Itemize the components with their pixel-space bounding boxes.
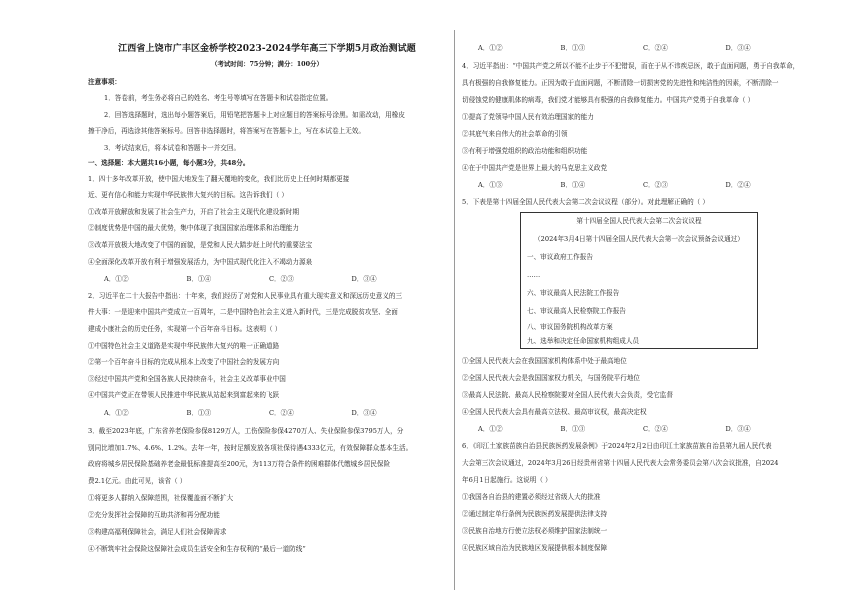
question-1-option: ②制度优势是中国的最大优势，集中体现了我国国家治理体系和治理能力 <box>88 224 299 232</box>
choice-a[interactable]: A．①② <box>104 275 129 283</box>
question-4-option: ①提高了党领导中国人民有效治理国家的能力 <box>462 113 594 121</box>
question-5-stem: 5．下表是第十四届全国人民代表大会第二次会议议程（部分）。对此理解正确的（ ） <box>462 198 709 206</box>
question-3-choices <box>478 44 808 53</box>
choice-d[interactable]: D．③④ <box>725 425 751 433</box>
agenda-subtitle: （2024年3月4日第十四届全国人民代表大会第一次会议预备会议通过） <box>534 235 744 243</box>
agenda-row: 八、审议国务院机构改革方案 <box>527 323 613 331</box>
choice-b[interactable]: B．①③ <box>560 425 586 433</box>
question-1-stem: 近、更有信心和能力实现中华民族伟大复兴的目标。这告诉我们（ ） <box>88 191 288 199</box>
agenda-row: 九、选举和决定任命国家机构组成人员 <box>527 337 640 345</box>
note-item: 擦干净后，再选涂其他答案标号。回答非选择题时，将答案写在答题卡上，写在本试卷上无效。 <box>88 127 365 135</box>
choice-a[interactable]: A．①② <box>478 44 503 52</box>
question-4-option: ④在于中国共产党是世界上最大的马克思主义政党 <box>462 164 608 172</box>
choice-d[interactable]: D．③④ <box>351 275 377 283</box>
notes-heading: 注意事项： <box>88 78 121 86</box>
question-3-stem: 政府将城乡居民保险基础养老金最低标准提高至200元，为113万符合条件的困难群体代缴城乡居民保险 <box>88 460 391 468</box>
note-item: 2．回答选择题时，选出每小题答案后，用铅笔把答题卡上对应题目的答案标号涂黑。如需改动，用橡皮 <box>104 111 405 119</box>
question-1-option: ③改革开放极大地改变了中国的面貌，是党和人民大踏步赶上时代的重要法宝 <box>88 241 313 249</box>
question-2-choices <box>104 409 434 418</box>
question-2-stem: 建成小康社会的历史任务，实现第一个百年奋斗目标。这表明（ ） <box>88 325 282 333</box>
question-3-option: ③构建高福利保障社会，满足人们社会保障需求 <box>88 528 227 536</box>
question-2-option: ③经过中国共产党和全国各族人民持续奋斗，社会主义改革事业中国 <box>88 375 286 383</box>
question-4-stem: 切侵蚀党的健康肌体的病毒，我们党才能够具有极强的自我修复能力。中国共产党勇于自我革命（ ） <box>462 96 755 104</box>
question-1-option: ④全面深化改革开放有利于增强发展活力，为中国式现代化注入不竭动力源泉 <box>88 258 313 266</box>
choice-d[interactable]: D．②④ <box>725 181 751 189</box>
question-6-option: ②通过制定单行条例为民族医药发展提供法律支持 <box>462 510 608 518</box>
agenda-row: 一、审议政府工作报告 <box>527 253 593 261</box>
agenda-row: 七、审议最高人民检察院工作报告 <box>527 307 626 315</box>
question-2-option: ④中国共产党正在带领人民推进中华民族从站起来到富起来的飞跃 <box>88 391 280 399</box>
choice-c[interactable]: C．②④ <box>643 425 668 433</box>
page-title: 江西省上饶市广丰区金桥学校2023-2024学年高三下学期5月政治测试题 <box>118 44 416 54</box>
question-2-stem: 2．习近平在二十大报告中指出：十年来，我们经历了对党和人民事业具有重大现实意义和深远历史意义的三 <box>88 292 403 300</box>
choice-c[interactable]: C．②③ <box>269 275 294 283</box>
choice-b[interactable]: B．①③ <box>186 409 212 417</box>
question-5-option: ①全国人民代表大会在我国国家机构体系中处于最高地位 <box>462 357 627 365</box>
agenda-row: 六、审议最高人民法院工作报告 <box>527 289 620 297</box>
question-6-stem: 大会第三次会议通过，2024年3月26日经贵州省第十四届人民代表大会常务委员会第八次会议批准，自2024 <box>462 459 779 467</box>
note-item: 1．答卷前，考生务必将自己的姓名、考生号等填写在答题卡和试卷指定位置。 <box>104 94 333 102</box>
question-3-stem: 别同比增加1.7%、4.6%、1.2%。去年一年，按时足额发放各项社保待遇4333亿元，有效保障群众基本生活。 <box>88 444 413 452</box>
question-1-choices <box>104 275 434 284</box>
agenda-row: …… <box>527 271 541 279</box>
choice-d[interactable]: D．③④ <box>725 44 751 52</box>
question-4-option: ③有利于增强党组织的政治功能和组织功能 <box>462 147 588 155</box>
choice-c[interactable]: C．②③ <box>643 181 668 189</box>
question-5-option: ②全国人民代表大会是我国国家权力机关，与国务院平行地位 <box>462 374 641 382</box>
question-1-stem: 1．四十多年改革开放，使中国大地发生了翻天覆地的变化，我们比历史上任何时期都更接 <box>88 175 350 183</box>
question-6-option: ④民族区域自治为民族地区发展提供根本制度保障 <box>462 544 608 552</box>
question-5-option: ④全国人民代表大会具有最高立法权、最高审议权，最高决定权 <box>462 408 647 416</box>
question-6-option: ③民族自治地方行使立法权必须维护国家法制统一 <box>462 527 608 535</box>
choice-b[interactable]: B．①③ <box>560 44 586 52</box>
section-heading: 一、选择题：本大题共16小题，每小题3分，共48分。 <box>88 159 250 167</box>
choice-c[interactable]: C．②④ <box>643 44 668 52</box>
question-6-option: ①我国各自治县的建置必须经过省级人大的批准 <box>462 493 601 501</box>
question-2-option: ①中国特色社会主义道路是实现中华民族伟大复兴的唯一正确道路 <box>88 342 280 350</box>
question-3-option: ②充分发挥社会保障的互助共济和再分配功能 <box>88 511 220 519</box>
exam-info: （考试时间：75分钟；满分：100分） <box>211 60 323 68</box>
question-3-stem: 3．截至2023年底，广东省养老保险参保8129万人，工伤保险参保4270万人、失业保险参保3795万人，分 <box>88 427 404 435</box>
question-2-option: ②第一个百年奋斗目标的完成从根本上改变了中国社会的发展方向 <box>88 358 280 366</box>
choice-c[interactable]: C．②④ <box>269 409 294 417</box>
note-item: 3．考试结束后，将本试卷和答题卡一并交回。 <box>104 144 241 152</box>
question-5-option: ③最高人民法院、最高人民检察院要对全国人民代表大会负责，受它监督 <box>462 391 673 399</box>
question-6-stem: 年6月1日起施行。这说明（ ） <box>462 476 552 484</box>
column-divider <box>454 30 455 590</box>
question-3-option: ④不断筑牢社会保险这保障社会成员生活安全和生存权利的“最后一道防线” <box>88 545 306 553</box>
choice-a[interactable]: A．①② <box>478 425 503 433</box>
agenda-table <box>520 212 758 349</box>
question-4-option: ②其底气来自伟大的社会革命的引领 <box>462 130 568 138</box>
question-1-option: ①改革开放解放和发展了社会生产力，开启了社会主义现代化建设新时期 <box>88 208 299 216</box>
question-2-stem: 件大事：一是迎来中国共产党成立一百周年，二是中国特色社会主义进入新时代，三是完成脱贫攻坚、全面 <box>88 308 398 316</box>
choice-d[interactable]: D．③④ <box>351 409 377 417</box>
question-3-option: ①将更多人群纳入保障范围，社保覆盖面不断扩大 <box>88 494 234 502</box>
choice-a[interactable]: A．①③ <box>478 181 503 189</box>
question-5-choices <box>478 425 808 434</box>
question-4-choices <box>478 181 808 190</box>
question-4-stem: 具有极强的自我修复能力。正因为敢于直面问题，不断清除一切损害党的先进性和纯洁性的因素，不断清除一 <box>462 79 779 87</box>
question-6-stem: 6．《印江土家族苗族自治县民族医药发展条例》于2024年2月2日由印江土家族苗族自治县第九届人民代表 <box>462 442 772 450</box>
choice-b[interactable]: B．①④ <box>186 275 212 283</box>
choice-a[interactable]: A．①② <box>104 409 129 417</box>
question-4-stem: 4．习近平指出：“中国共产党之所以不能不止步于不犯错误，而在于从不讳疾忌医，敢于直面问题，勇于自我革命， <box>462 62 800 70</box>
question-3-stem: 费2.1亿元。由此可见，该省（ ） <box>88 477 187 485</box>
agenda-title: 第十四届全国人民代表大会第二次会议议程 <box>576 217 702 225</box>
choice-b[interactable]: B．①④ <box>560 181 586 189</box>
